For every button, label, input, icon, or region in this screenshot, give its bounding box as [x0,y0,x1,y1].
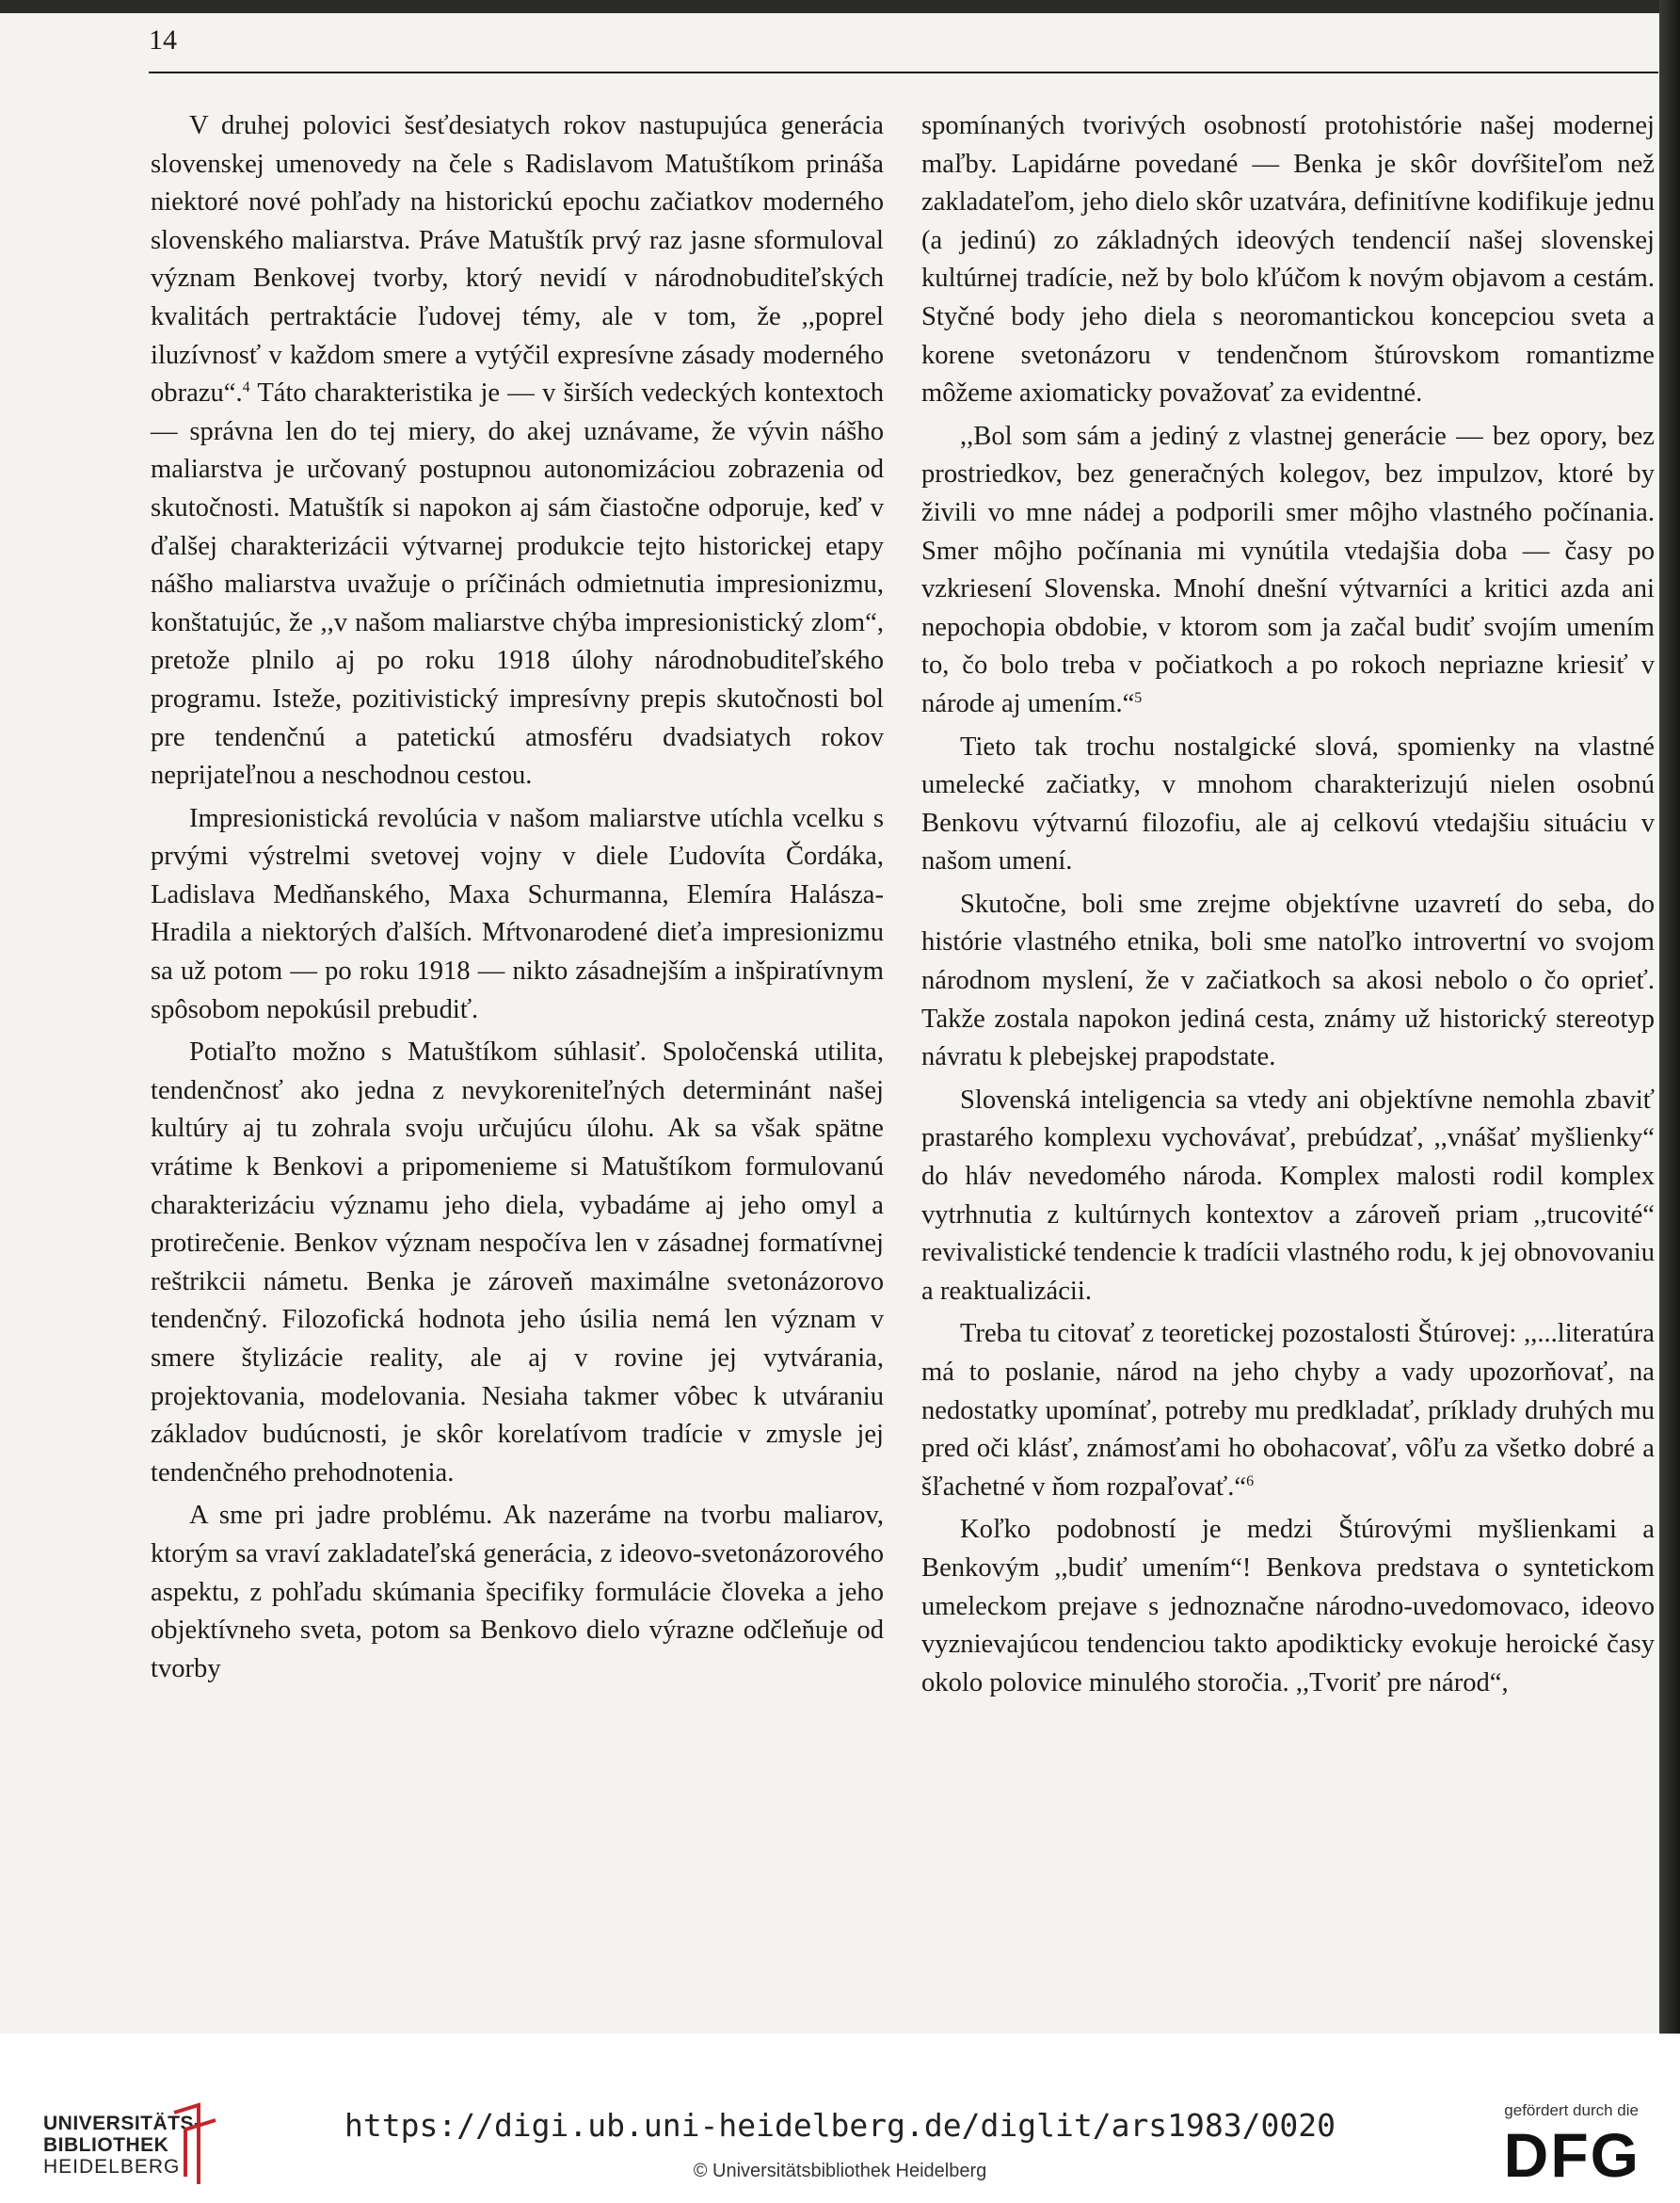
paragraph: Potiaľto možno s Matuštíkom súhlasiť. Spoločenská utilita, tendenčnosť ako jedna z nevykoreniteľných determinánt našej kultúry aj tu zohrala svoju určujúcu úlohu. Ak sa však spätne vrátime k Benkovi a pripomenieme si Matuštíkom formulovanú charakterizáciu významu jeho diela, vybadáme aj jeho omyl a protirečenie. Benkov význam nespočíva len v zásadnej formatívnej reštrikcii námetu. Benka je zároveň maximálne svetonázorovo tendenčný. Filozofická hodnota jeho úsilia nemá len význam v smere štylizácie reality, ale aj v rovine jej vytvárania, projektovania, modelovania. Nesiaha takmer vôbec k utváraniu základov budúcnosti, je skôr korelatívom tradície v zmysle jej tendenčného prehodnotenia. [151,1037,884,1487]
page-number: 14 [149,24,177,56]
footnote-ref: 5 [1134,689,1143,706]
logo-line: UNIVERSITÄTS- [43,2113,201,2134]
paragraph: Treba tu citovať z teoretickej pozostalosti Štúrovej: ,,...literatúra má to poslanie, národ na jeho chyby a vady upozorňovať, na nedostatky upomínať, potreby mu predkladať, príklady druhých mu pred oči klásť, známosťami ho obohacovať, vôľu za všetko dobré a šľachetné v ňom rozpaľovať.“$^6$ [921,1319,1655,1502]
copyright-notice: © Universitätsbibliothek Heidelberg [693,2161,987,2181]
top-scan-border [0,0,1680,13]
paragraph: V druhej polovici šesťdesiatych rokov nastupujúca generácia slovenskej umenovedy na čele s Radislavom Matuštíkom prináša niektoré nové pohľady na historickú epochu začiatkov moderného slovenského maliarstva. Práve Matuštík prvý raz jasne sformuloval význam Benkovej tvorby, ktorý nevidí v národnobuditeľských kvalitách pertraktácie ľudovej témy, ale v tom, že ,,poprel iluzívnosť v každom smere a vytýčil expresívne zásady moderného obrazu“.$^4$ Táto charakteristika je — v širších vedeckých kontextoch — správna len do tej miery, do akej uznávame, že vývin nášho maliarstva je určovaný postupnou autonomizáciou zobrazenia od skutočnosti. Matuštík si napokon aj sám čiastočne odporuje, keď v ďalšej charakterizácii výtvarnej produkcie tejto historickej etapy nášho maliarstva uvažuje o príčinách odmietnutia impresionizmu, konštatujúc, že ,,v našom maliarstve chýba impresionistický zlom“, pretože plnilo aj po roku 1918 úlohy národnobuditeľského programu. Isteže, pozitivistický impresívny prepis skutočnosti bol pre tendenčnú a patetickú atmosféru dvadsiatych rokov neprijateľnou a neschodnou cestou. [151,111,884,791]
paragraph: Tieto tak trochu nostalgické slová, spomienky na vlastné umelecké začiatky, v mnohom charakterizujú nielen osobnú Benkovu výtvarnú filozofiu, ale aj celkovú vtedajšiu situáciu v našom umení. [921,732,1655,876]
funding-label: gefördert durch die [1504,2101,1639,2119]
logo-line: HEIDELBERG [43,2156,181,2178]
paragraph: Slovenská inteligencia sa vtedy ani objektívne nemohla zbaviť prastarého komplexu vychovávať, prebúdzať, ,,vnášať myšlienky“ do hláv nevedomého národa. Komplex malosti rodil komplex vytrhnutia z kultúrnych kontextov a zároveň priam ,,trucovité“ revivalistické tendencie k tradícii vlastného rodu, k jej obnovovaniu a reaktualizácii. [921,1085,1655,1306]
paragraph: ,,Bol som sám a jediný z vlastnej generácie — bez opory, bez prostriedkov, bez generačných kolegov, bez impulzov, ktoré by živili vo mne nádej a podporili smer môjho vlastného počínania. Smer môjho počínania mi vynútila vtedajšia doba — časy po vzkriesení Slovenska. Mnohí dnešní výtvarníci a kritici azda ani nepochopia obdobie, v ktorom som ja začal budiť svojím umením to, čo bolo treba v počiatkoch a po rokoch nepriazne kriesiť v národe aj umením.“$^5$ [921,421,1655,718]
header-rule [149,72,1658,73]
logo-line: BIBLIOTHEK [43,2134,169,2156]
right-column [921,107,1655,1702]
footnote-ref: 6 [1246,1472,1255,1489]
right-scan-edge [1659,0,1680,2034]
paragraph: A sme pri jadre problému. Ak nazeráme na tvorbu maliarov, ktorým sa vraví zakladateľská generácia, z ideovo-svetonázorového aspektu, z pohľadu skúmania špecifiky formulácie človeka a jeho objektívneho sveta, potom sa Benkovo dielo výrazne odčleňuje od tvorby [151,1501,884,1683]
footnote-ref: 4 [242,379,250,396]
permalink-url[interactable]: https://digi.ub.uni-heidelberg.de/diglit/ars1983/0020 [344,2107,1336,2144]
left-column [151,107,884,1688]
paragraph: Koľko podobností je medzi Štúrovými myšlienkami a Benkovým ,,budiť umením“! Benkova predstava o syntetickom umeleckom prejave s jednoznačne národno-uvedomovaco, ideovo vyznievajúcou tendenciou takto apodikticky evokuje heroické časy okolo polovice minulého storočia. ,,Tvoriť pre národ“, [921,1515,1655,1697]
paragraph: Impresionistická revolúcia v našom maliarstve utíchla vcelku s prvými výstrelmi svetovej vojny v diele Ľudovíta Čordáka, Ladislava Medňanského, Maxa Schurmanna, Elemíra Halásza-Hradila a niektorých ďalších. Mŕtvonarodené dieťa impresionizmu sa už potom — po roku 1918 — nikto zásadnejším a inšpiratívnym spôsobom nepokúsil prebudiť. [151,803,884,1024]
paragraph: Skutočne, boli sme zrejme objektívne uzavretí do seba, do histórie vlastného etnika, boli sme natoľko introvertní vo svojom národnom myslení, že v začiatkoch sa akosi nebolo o čo oprieť. Takže zostala napokon jediná cesta, známy už historický stereotyp návratu k plebejskej prapodstate. [921,889,1655,1072]
dfg-logo[interactable]: DFG [1503,2120,1640,2190]
paragraph: spomínaných tvorivých osobností protohistórie našej modernej maľby. Lapidárne povedané — Benka je skôr dovŕšiteľom než zakladateľom, jeho dielo skôr uzatvára, definitívne kodifikuje jednu (a jedinú) zo základných ideových tendencií našej slovenskej kultúrnej tradície, než by bolo kľúčom k novým objavom a cestám. Styčné body jeho diela s neoromantickou koncepciou sveta a korene svetonázoru v tendenčnom štúrovskom romantizme môžeme axiomaticky považovať za evidentné. [921,111,1655,409]
